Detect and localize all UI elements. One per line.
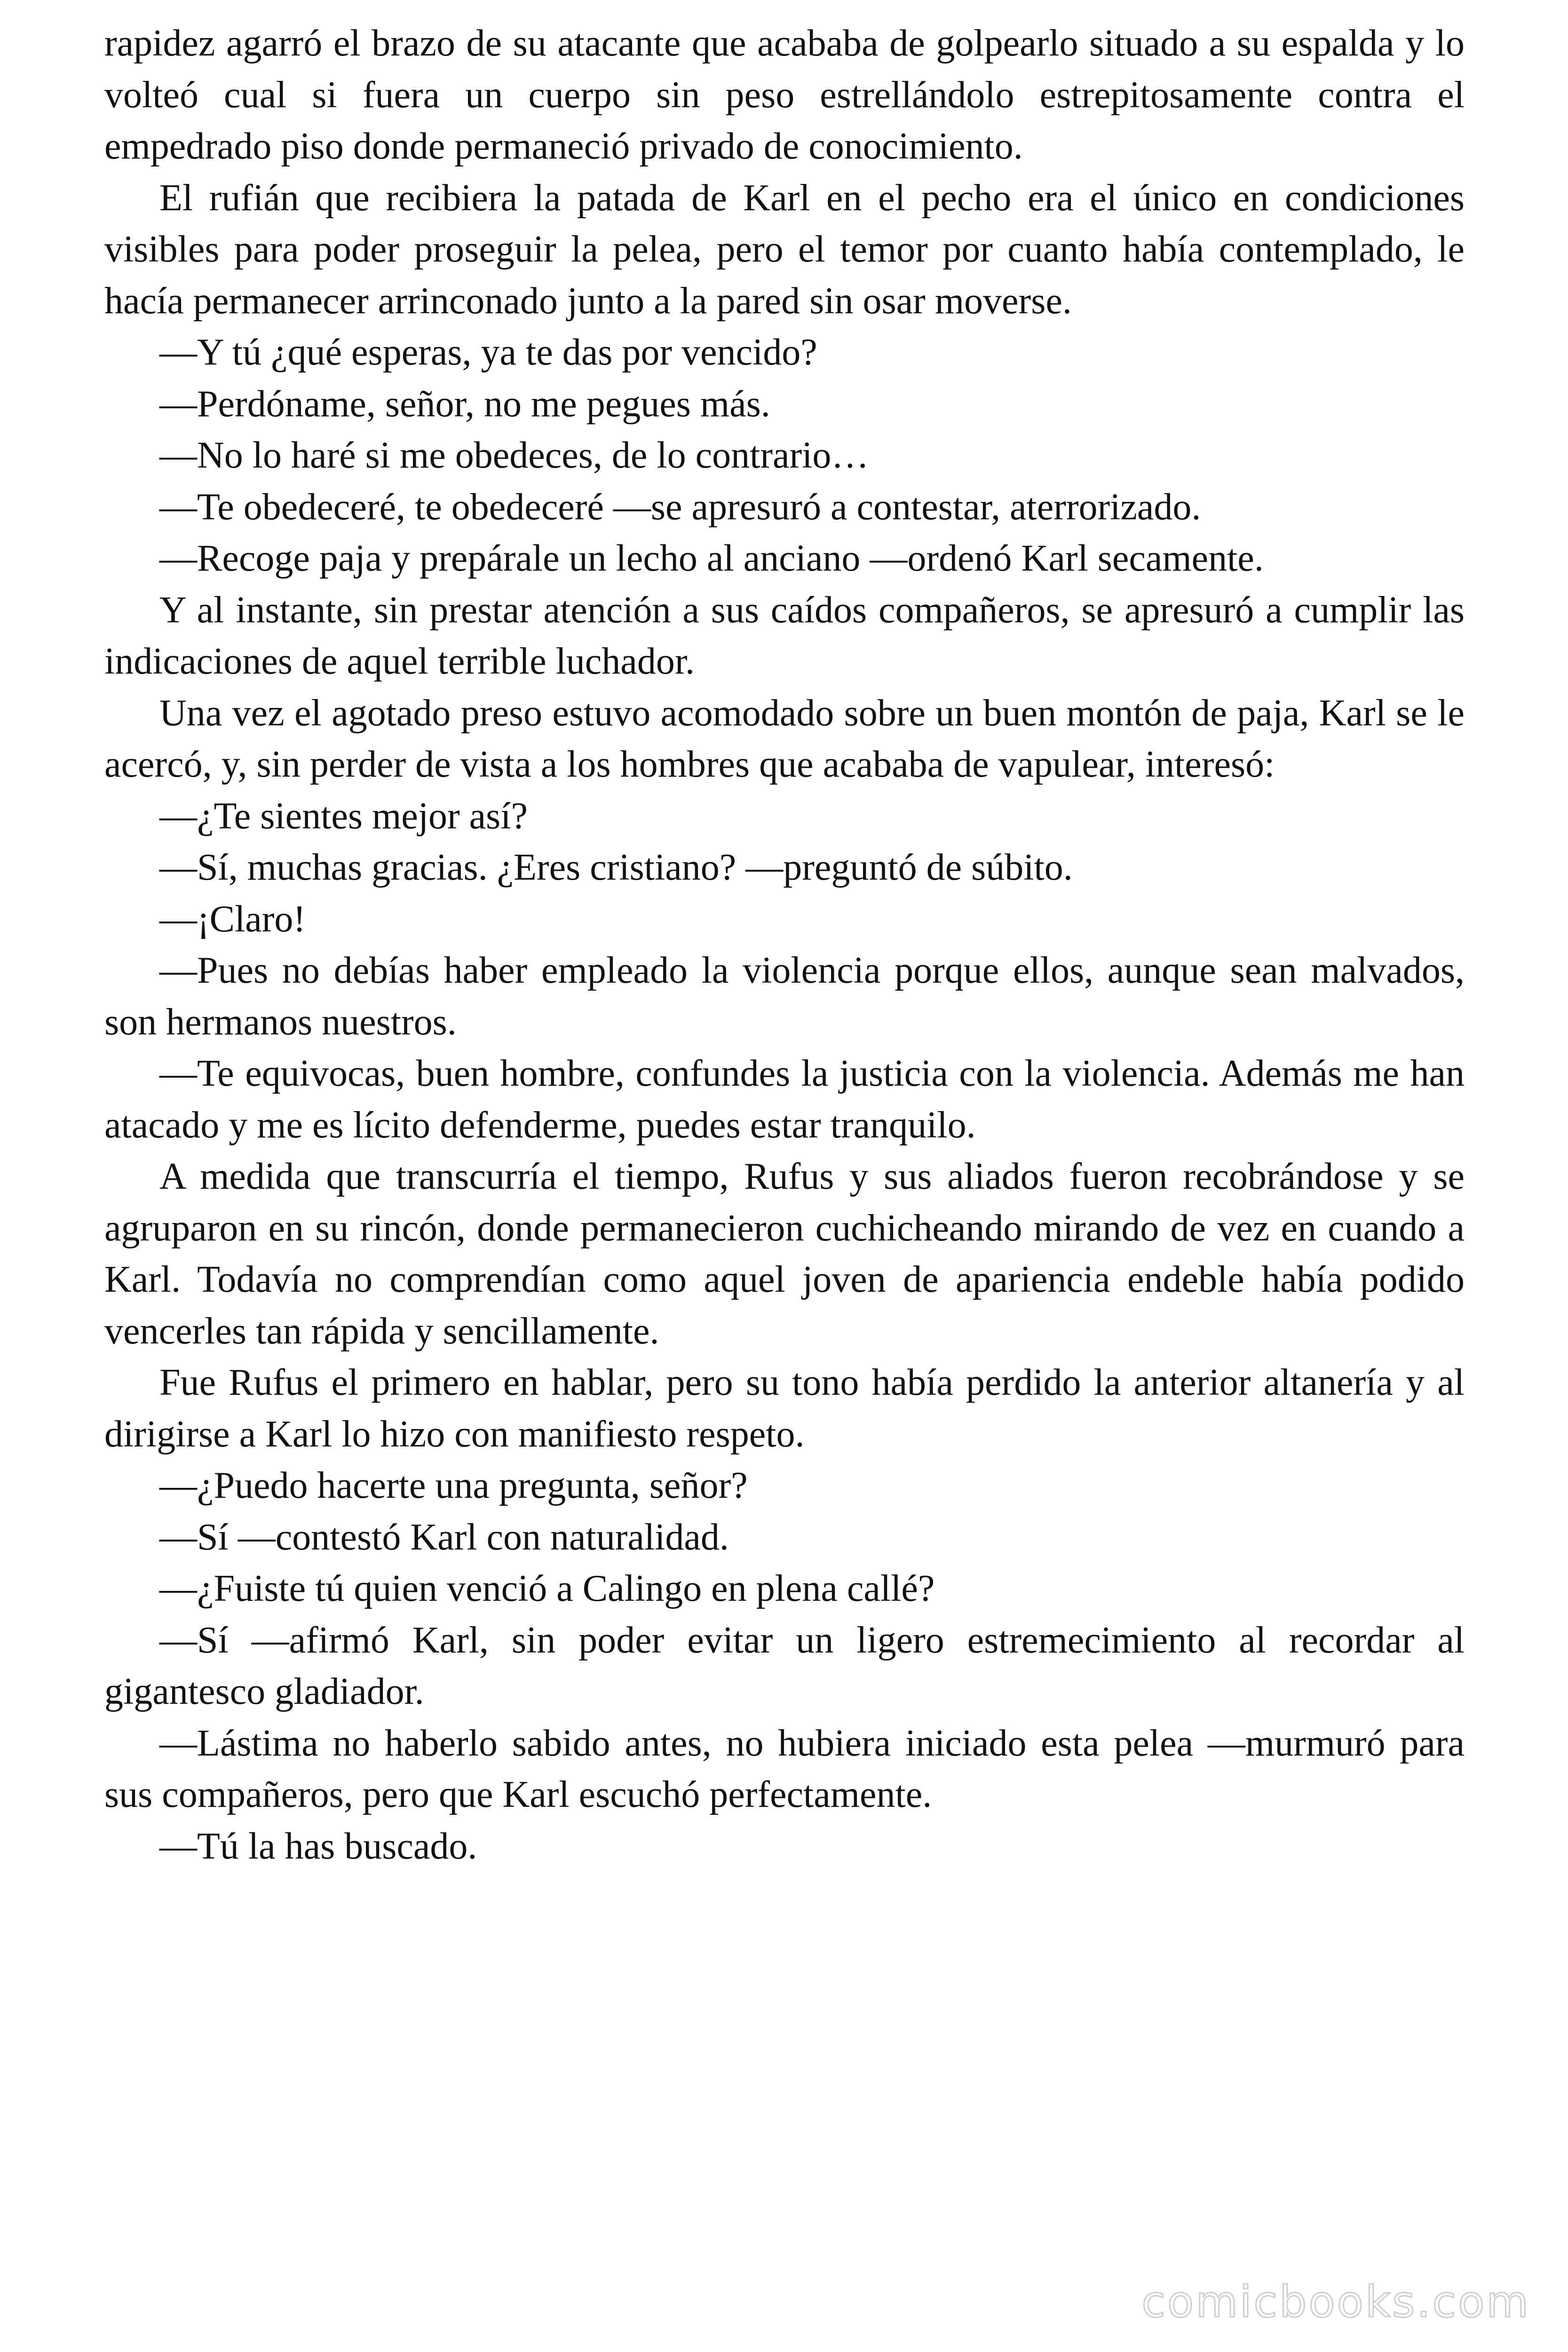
paragraph-12: —¡Claro! <box>159 898 306 940</box>
paragraph-11: —Sí, muchas gracias. ¿Eres cristiano? —preguntó de súbito. <box>159 847 1073 888</box>
paragraph-19: —¿Fuiste tú quien venció a Calingo en plena callé? <box>159 1568 935 1609</box>
paragraph-10: —¿Te sientes mejor así? <box>159 795 528 837</box>
paragraph-20: —Sí —afirmó Karl, sin poder evitar un ligero estremecimiento al recordar al gigantesco gladiador. <box>104 1619 1465 1712</box>
paragraph-14: —Te equivocas, buen hombre, confundes la justicia con la violencia. Además me han atacado y me es lícito defenderme, puedes estar tranquilo. <box>104 1053 1465 1146</box>
body-text <box>104 18 1465 1872</box>
paragraph-21: —Lástima no haberlo sabido antes, no hubiera iniciado esta pelea —murmuró para sus compañeros, pero que Karl escuchó perfectamente. <box>104 1722 1465 1815</box>
paragraph-18: —Sí —contestó Karl con naturalidad. <box>159 1516 729 1558</box>
paragraph-4: —Perdóname, señor, no me pegues más. <box>159 383 770 425</box>
paragraph-22: —Tú la has buscado. <box>159 1825 477 1867</box>
paragraph-3: —Y tú ¿qué esperas, ya te das por vencido? <box>159 332 817 373</box>
paragraph-8: Y al instante, sin prestar atención a sus caídos compañeros, se apresuró a cumplir las indicaciones de aquel terrible luchador. <box>104 589 1465 682</box>
paragraph-16: Fue Rufus el primero en hablar, pero su tono había perdido la anterior altanería y al dirigirse a Karl lo hizo con manifiesto respeto. <box>104 1362 1465 1455</box>
paragraph-17: —¿Puedo hacerte una pregunta, señor? <box>159 1465 748 1506</box>
paragraph-1: rapidez agarró el brazo de su atacante que acababa de golpearlo situado a su espalda y lo volteó cual si fuera un cuerpo sin peso estrellándolo estrepitosamente contra el empedrado piso donde permaneció privado de conocimiento. <box>104 23 1465 167</box>
paragraph-13: —Pues no debías haber empleado la violencia porque ellos, aunque sean malvados, son hermanos nuestros. <box>104 950 1465 1043</box>
paragraph-7: —Recoge paja y prepárale un lecho al anciano —ordenó Karl secamente. <box>159 538 1264 579</box>
paragraph-2: El rufián que recibiera la patada de Karl en el pecho era el único en condiciones visibles para poder proseguir la pelea, pero el temor por cuanto había contemplado, le hacía permanecer arrinconado junto a la pared sin osar moverse. <box>104 177 1465 322</box>
paragraph-9: Una vez el agotado preso estuvo acomodado sobre un buen montón de paja, Karl se le acercó, y, sin perder de vista a los hombres que acababa de vapulear, interesó: <box>104 692 1465 785</box>
paragraph-15: A medida que transcurría el tiempo, Rufus y sus aliados fueron recobrándose y se agruparon en su rincón, donde permanecieron cuchicheando mirando de vez en cuando a Karl. Todavía no comprendían como aquel joven de apariencia endeble había podido vencerles tan rápida y sencillamente. <box>104 1156 1465 1352</box>
watermark-logo: comicbooks.com <box>1141 2277 1530 2327</box>
paragraph-6: —Te obedeceré, te obedeceré —se apresuró a contestar, aterrorizado. <box>159 486 1201 528</box>
paragraph-5: —No lo haré si me obedeces, de lo contrario… <box>159 435 869 476</box>
